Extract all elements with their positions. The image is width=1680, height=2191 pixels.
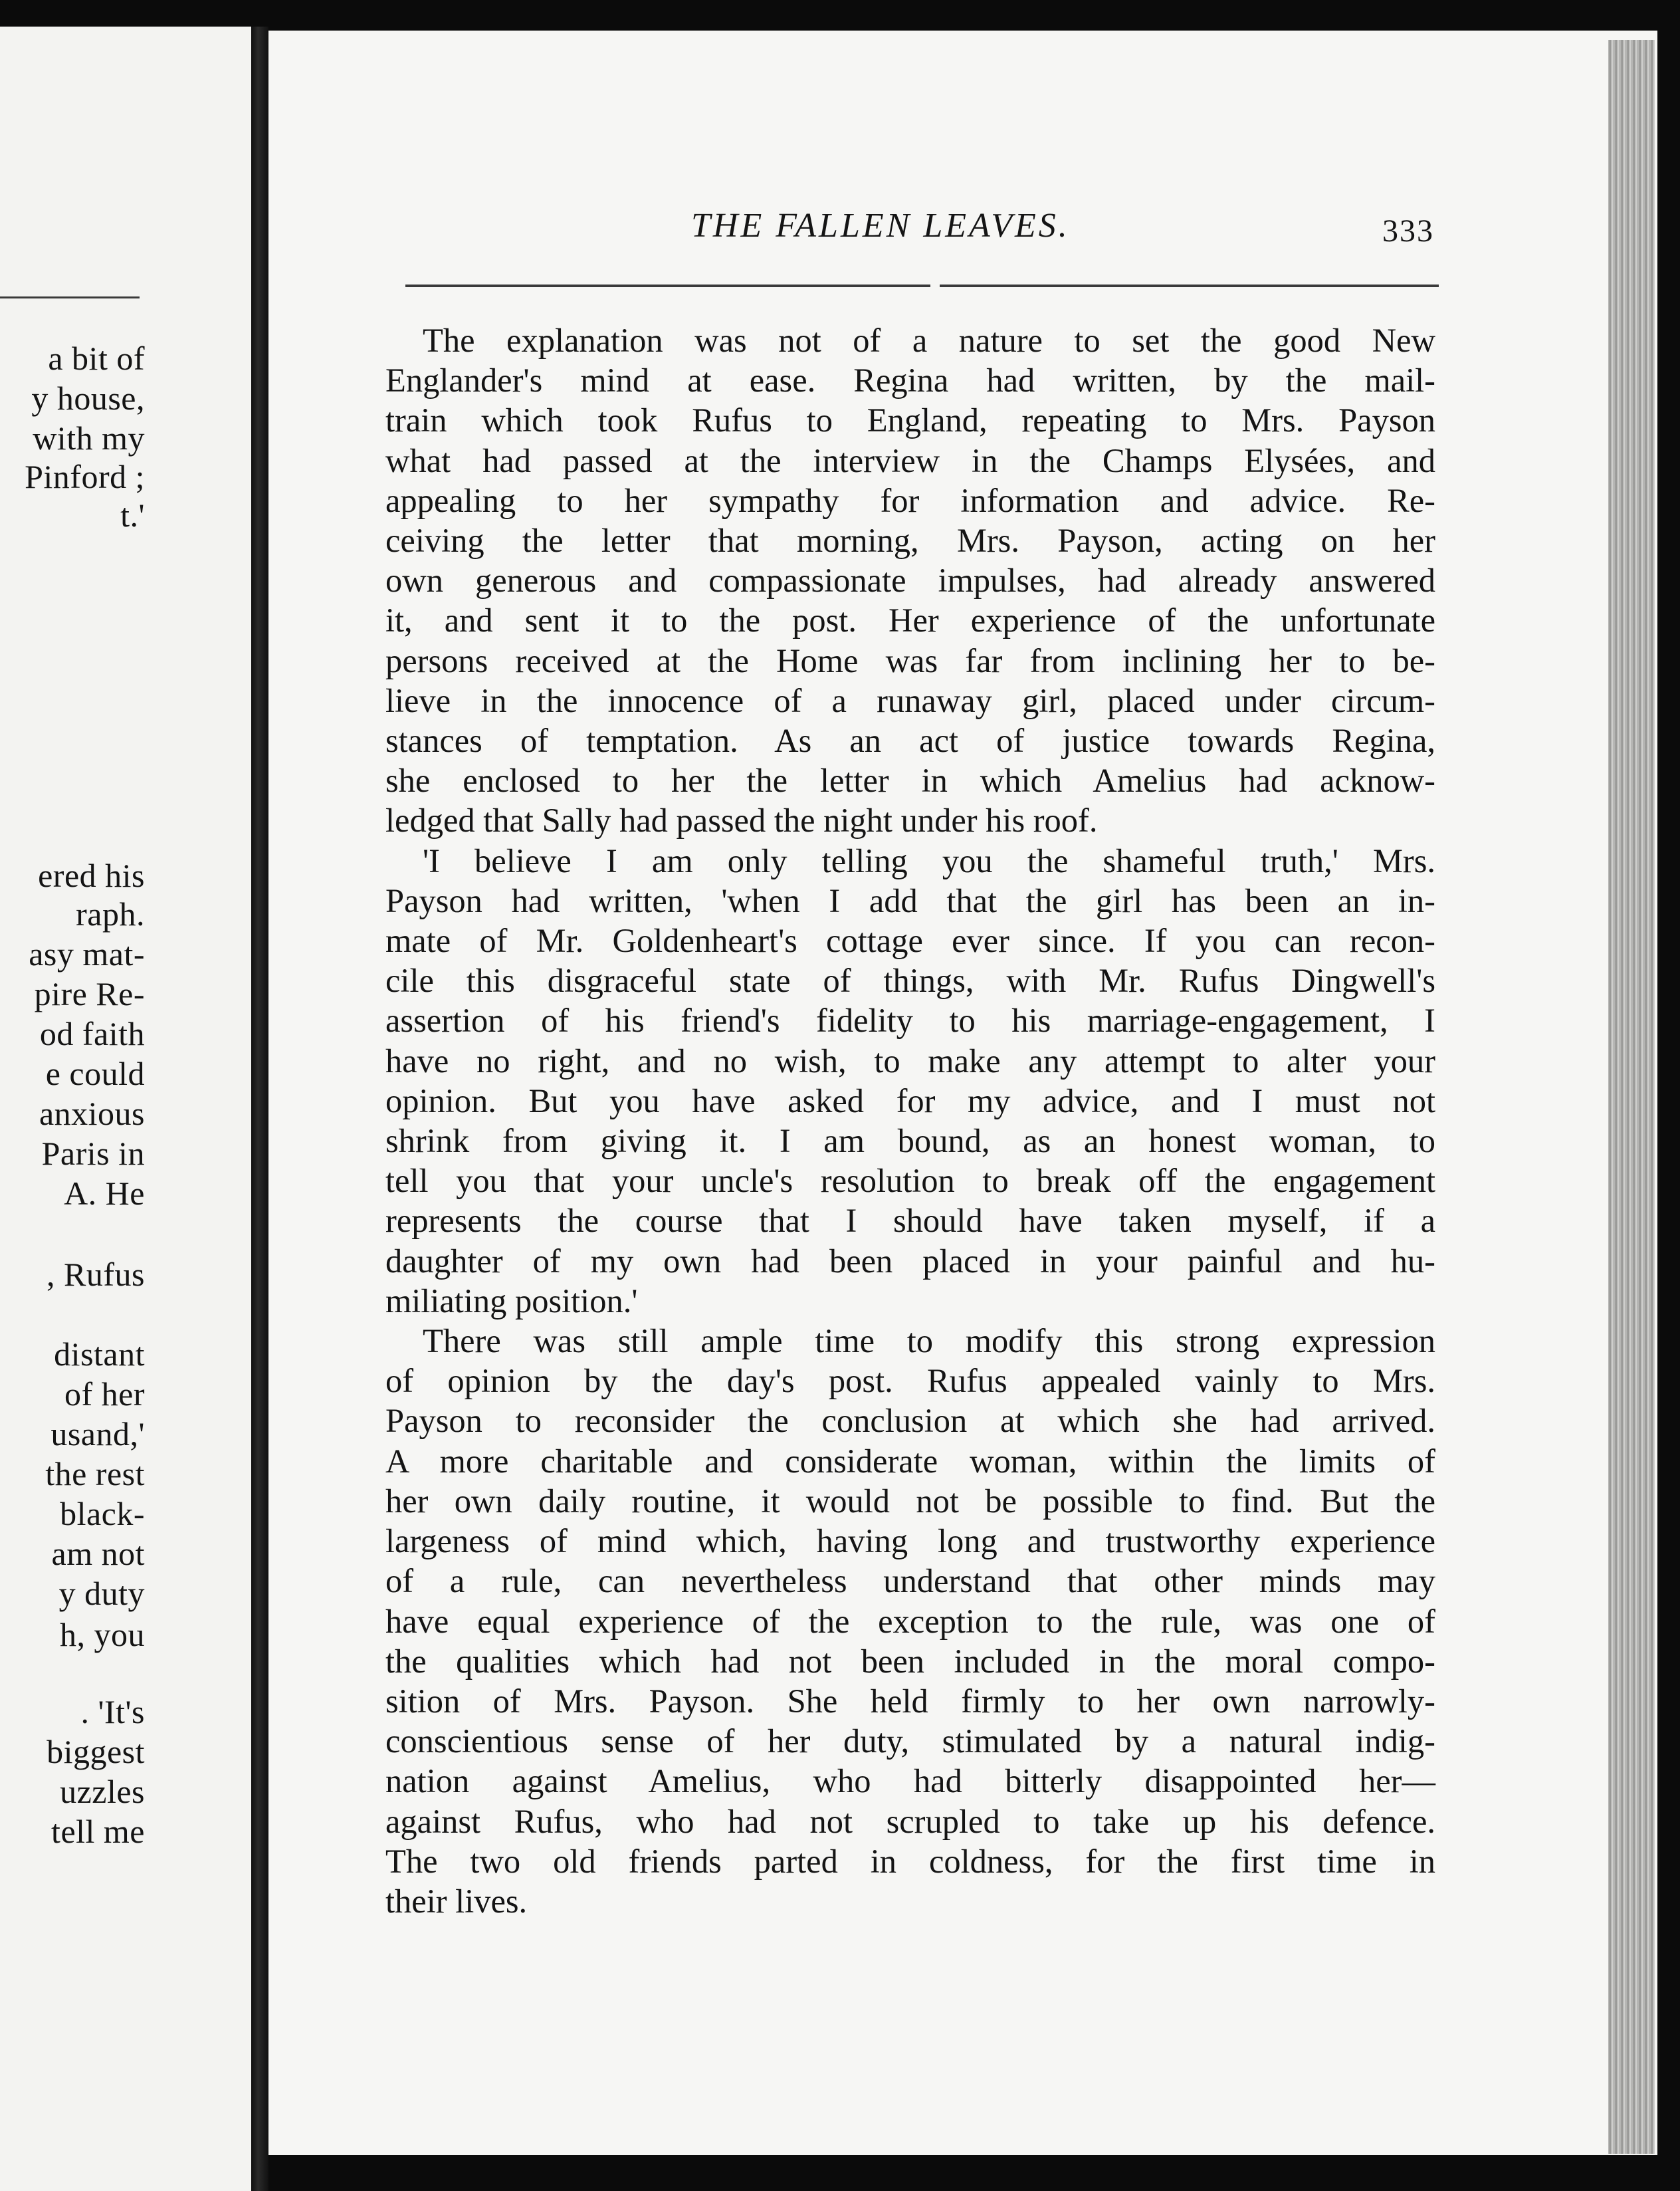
text-line: represents the course that I should have taken myself, if a (385, 1202, 1435, 1240)
left-page-line: raph. (76, 895, 145, 933)
left-page-line: am not (51, 1535, 145, 1572)
header-rule-gap (930, 283, 940, 288)
text-line: stances of temptation. As an act of justice towards Regina, (385, 722, 1435, 760)
running-head: THE FALLEN LEAVES. (691, 207, 1070, 245)
left-page-line: Pinford ; (25, 458, 145, 495)
text-line: The two old friends parted in coldness, for the first time in (385, 1842, 1435, 1880)
left-page-line: od faith (39, 1015, 145, 1052)
text-line: ledged that Sally had passed the night under his roof. (385, 802, 1098, 840)
text-line: nation against Amelius, who had bitterly disappointed her— (385, 1762, 1435, 1800)
left-page-line: y duty (58, 1575, 145, 1612)
text-line: opinion. But you have asked for my advice, and I must not (385, 1082, 1435, 1119)
text-line: sition of Mrs. Payson. She held firmly to her own narrowly- (385, 1682, 1435, 1720)
left-page-line: black- (60, 1495, 145, 1532)
text-line: assertion of his friend's fidelity to his marriage-engagement, I (385, 1002, 1435, 1040)
text-line: against Rufus, who had not scrupled to take up his defence. (385, 1802, 1435, 1840)
text-line: have no right, and no wish, to make any attempt to alter your (385, 1042, 1435, 1080)
left-page-line: , Rufus (47, 1256, 145, 1293)
left-page-line: usand,' (51, 1415, 145, 1452)
text-line: daughter of my own had been placed in your painful and hu- (385, 1242, 1435, 1280)
left-page-line: tell me (51, 1813, 145, 1850)
text-line: mate of Mr. Goldenheart's cottage ever since. If you can recon- (385, 922, 1435, 960)
text-line: Englander's mind at ease. Regina had written, by the mail- (385, 362, 1435, 400)
left-page-rule (0, 296, 140, 298)
left-page-line: a bit of (48, 340, 145, 377)
text-line: train which took Rufus to England, repeating to Mrs. Payson (385, 402, 1435, 439)
text-line: tell you that your uncle's resolution to break off the engagement (385, 1162, 1435, 1200)
text-line: largeness of mind which, having long and trustworthy experience (385, 1522, 1435, 1560)
left-page-line: distant (54, 1335, 145, 1373)
text-line: of opinion by the day's post. Rufus appealed vainly to Mrs. (385, 1362, 1435, 1400)
text-line: Payson had written, 'when I add that the girl has been an in- (385, 881, 1435, 919)
text-line: own generous and compassionate impulses, had already answered (385, 562, 1435, 600)
text-line: cile this disgraceful state of things, with Mr. Rufus Dingwell's (385, 962, 1435, 1000)
left-page-line: Paris in (41, 1135, 145, 1172)
text-line: The explanation was not of a nature to set the good New (423, 322, 1435, 359)
text-line: appealing to her sympathy for information and advice. Re- (385, 481, 1435, 519)
left-page-line: h, you (60, 1616, 145, 1653)
text-line: shrink from giving it. I am bound, as an honest woman, to (385, 1122, 1435, 1160)
left-page-line: pire Re- (34, 975, 145, 1012)
text-line: her own daily routine, it would not be possible to find. But the (385, 1482, 1435, 1520)
text-line: of a rule, can nevertheless understand that other minds may (385, 1562, 1435, 1600)
left-page-line: anxious (39, 1095, 145, 1132)
book-gutter (251, 27, 268, 2191)
text-line: their lives. (385, 1882, 528, 1920)
text-line: 'I believe I am only telling you the shameful truth,' Mrs. (423, 842, 1435, 879)
left-page (0, 27, 251, 2191)
left-page-line: A. He (64, 1175, 145, 1212)
text-line: Payson to reconsider the conclusion at which she had arrived. (385, 1402, 1435, 1440)
page-number: 333 (1382, 213, 1434, 249)
text-line: what had passed at the interview in the Champs Elysées, and (385, 441, 1435, 479)
left-page-line: . 'It's (80, 1693, 145, 1730)
text-line: have equal experience of the exception to the rule, was one of (385, 1602, 1435, 1640)
text-line: it, and sent it to the post. Her experience of the unfortunate (385, 602, 1435, 639)
left-page-line: the rest (45, 1455, 145, 1492)
left-page-line: t.' (120, 497, 145, 534)
text-line: persons received at the Home was far from inclining her to be- (385, 641, 1435, 679)
text-line: conscientious sense of her duty, stimulated by a natural indig- (385, 1722, 1435, 1760)
left-page-line: asy mat- (29, 935, 145, 973)
left-page-line: y house, (31, 380, 145, 417)
header-rule (405, 285, 1439, 287)
text-line: ceiving the letter that morning, Mrs. Payson, acting on her (385, 522, 1435, 560)
page-edges (1608, 40, 1655, 2154)
text-line: she enclosed to her the letter in which Amelius had acknow- (385, 762, 1435, 800)
left-page-line: with my (33, 419, 145, 457)
left-page-line: of her (64, 1375, 145, 1413)
text-line: miliating position.' (385, 1282, 638, 1320)
left-page-line: biggest (47, 1733, 145, 1770)
body-text (385, 320, 1435, 1921)
text-line: There was still ample time to modify this strong expression (423, 1322, 1435, 1360)
text-line: A more charitable and considerate woman, within the limits of (385, 1442, 1435, 1480)
left-page-line: e could (45, 1055, 145, 1092)
left-page-line: uzzles (60, 1773, 145, 1810)
text-line: lieve in the innocence of a runaway girl, placed under circum- (385, 681, 1435, 719)
left-page-line: ered his (38, 857, 145, 894)
text-line: the qualities which had not been included in the moral compo- (385, 1642, 1435, 1680)
